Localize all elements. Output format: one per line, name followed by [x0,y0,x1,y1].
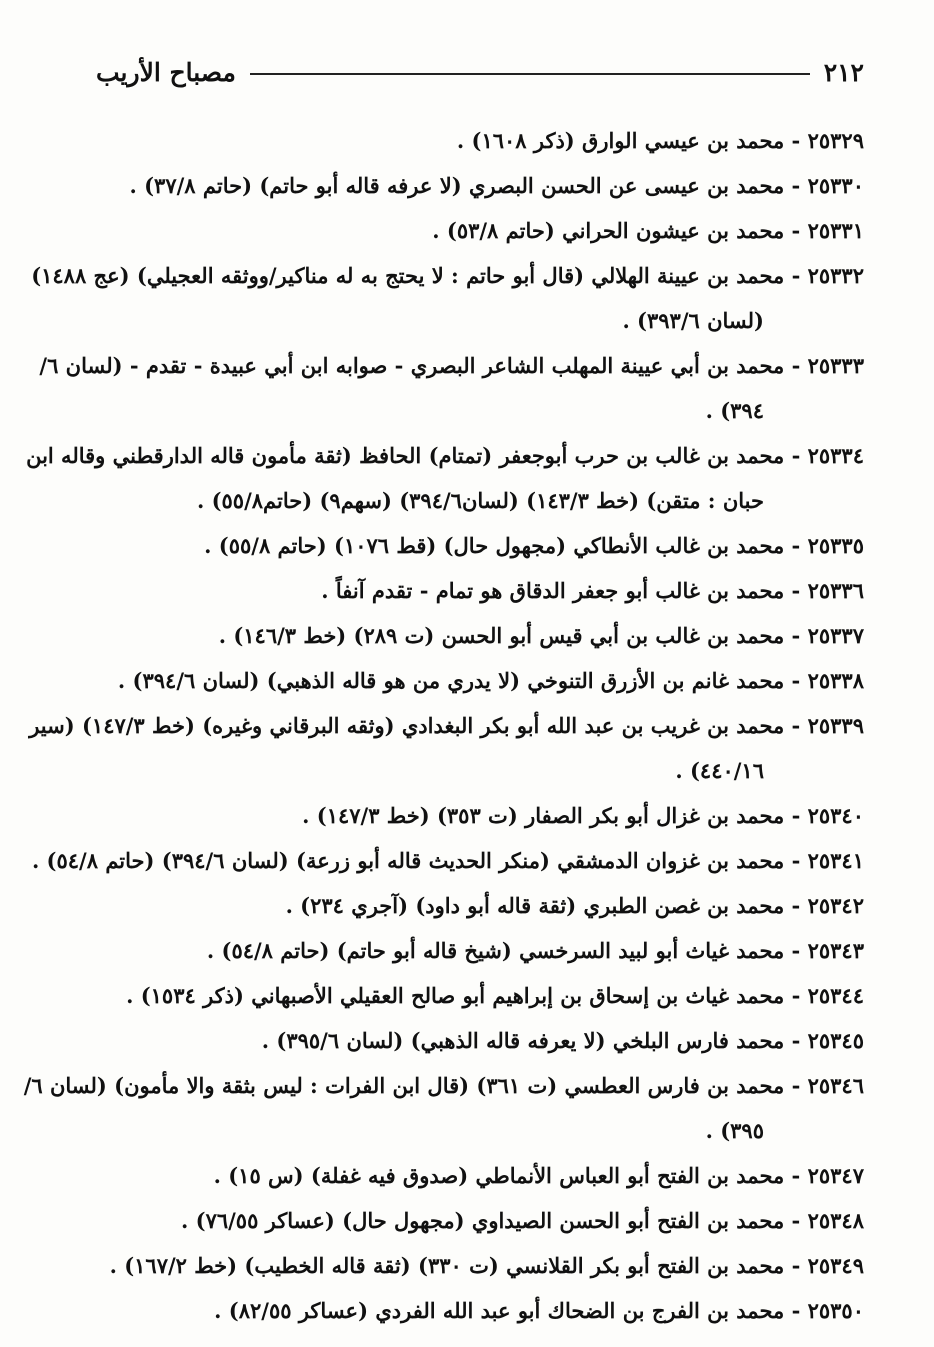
entry-line: ٢٥٣٣٧ - محمد بن غالب بن أبي قيس أبو الحسن (ت ٢٨٩) (خط ١٤٦/٣) . [218,623,864,648]
entry-line: ٢٥٣٣٩ - محمد بن غريب بن عبد الله أبو بكر البغدادي (وثقه البرقاني وغيره) (خط ١٤٧/٣) (سير [29,713,864,738]
entry-line: ٢٥٣٣٣ - محمد بن أبي عيينة المهلب الشاعر البصري - صوابه ابن أبي عبيدة - تقدم - (لسان ٦/ [39,353,864,378]
entry-continuation-line: ٤٤٠/١٦) . [675,758,764,783]
entry-line: ٢٥٣٤٩ - محمد بن الفتح أبو بكر القلانسي (ت ٣٣٠) (ثقة قاله الخطيب) (خط ١٦٧/٢) . [109,1253,864,1278]
entry-line: ٢٥٣٥٠ - محمد بن الفرج بن الضحاك أبو عبد الله الفردي (عساكر ٨٢/٥٥) . [214,1298,864,1323]
entry-line: ٢٥٣٤٨ - محمد بن الفتح أبو الحسن الصيداوي (مجهول حال) (عساكر ٧٦/٥٥) . [181,1208,864,1233]
entry-line: ٢٥٣٣١ - محمد بن عيشون الحراني (حاتم ٥٣/٨) . [432,218,864,243]
entry-line: ٢٥٣٤٧ - محمد بن الفتح أبو العباس الأنماطي (صدوق فيه غفلة) (س ١٥) . [213,1163,864,1188]
entry-line: ٢٥٣٤٣ - محمد غياث أبو لبيد السرخسي (شيخ قاله أبو حاتم) (حاتم ٥٤/٨) . [206,938,864,963]
entry-line: ٢٥٣٣٤ - محمد بن غالب بن حرب أبوجعفر (تمتام) الحافظ (ثقة مأمون قاله الدارقطني وقاله ابن [26,443,864,468]
entry-continuation-line: ٣٩٤) . [705,398,764,423]
entry-line: ٢٥٣٤٠ - محمد بن غزال أبو بكر الصفار (ت ٣٥٣) (خط ١٤٧/٣) . [302,803,864,828]
page-header [96,52,864,92]
entry-line: ٢٥٣٤٥ - محمد فارس البلخي (لا يعرفه قاله الذهبي) (لسان ٣٩٥/٦) . [261,1028,864,1053]
entries-list [23,118,864,1333]
entry-line: ٢٥٣٤١ - محمد بن غزوان الدمشقي (منكر الحديث قاله أبو زرعة) (لسان ٣٩٤/٦) (حاتم ٥٤/٨) . [31,848,864,873]
entry-line: ٢٥٣٤٦ - محمد بن فارس العطسي (ت ٣٦١) (قال ابن الفرات : ليس بثقة والا مأمون) (لسان ٦/ [23,1073,864,1098]
book-title: مصباح الأريب [96,57,236,87]
entry-line: ٢٥٣٣٠ - محمد بن عيسى عن الحسن البصري (لا عرفه قاله أبو حاتم) (حاتم ٣٧/٨) . [129,173,864,198]
entry-line: ٢٥٣٤٢ - محمد بن غصن الطبري (ثقة قاله أبو داود) (آجري ٢٣٤) . [285,893,864,918]
entry-line: ٢٥٣٣٦ - محمد بن غالب أبو جعفر الدقاق هو تمام - تقدم آنفاً . [321,578,864,603]
entry-line: ٢٥٣٤٤ - محمد غياث بن إسحاق بن إبراهيم أبو صالح العقيلي الأصبهاني (ذكر ١٥٣٤) . [126,983,864,1008]
entry-continuation-line: حبان : متقن) (خط ١٤٣/٣) (لسان٣٩٤/٦) (سهم٩) (حاتم٥٥/٨) . [196,488,764,513]
page-number: ٢١٢ [823,57,864,87]
entry-line: ٢٥٣٢٩ - محمد بن عيسي الوارق (ذكر ١٦٠٨) . [456,128,864,153]
entry-line: ٢٥٣٣٨ - محمد غانم بن الأزرق التنوخي (لا يدري من هو قاله الذهبي) (لسان ٣٩٤/٦) . [117,668,864,693]
entry-continuation-line: ٣٩٥) . [705,1118,764,1143]
entry-continuation-line: (لسان ٣٩٣/٦) . [622,308,764,333]
entry-line: ٢٥٣٣٥ - محمد بن غالب الأنطاكي (مجهول حال) (قط ١٠٧٦) (حاتم ٥٥/٨) . [204,533,864,558]
header-rule [250,73,810,75]
entry-line: ٢٥٣٣٢ - محمد بن عيينة الهلالي (قال أبو حاتم : لا يحتج به له مناكير/ووثقه العجيلي) (عج ١٤٨٨) [31,263,864,288]
